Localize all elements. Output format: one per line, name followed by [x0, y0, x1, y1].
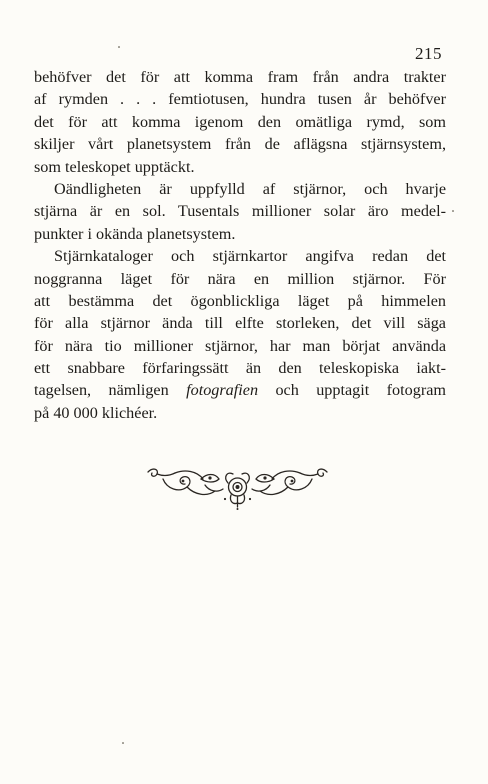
text-line: behöfver det för att komma fram från andra trakter — [34, 68, 446, 86]
text-line: stjärna är en sol. Tusentals millioner solar äro medel- — [34, 202, 446, 221]
text-line: som teleskopet upptäckt. — [34, 157, 195, 176]
ornament-vignette — [145, 465, 330, 511]
paragraph — [34, 245, 446, 424]
text-line: Oändligheten är uppfylld af stjärnor, och hvarje — [54, 179, 446, 198]
paragraph — [34, 66, 446, 178]
text-line: på 40 000 klichéer. — [34, 403, 158, 422]
paper-speck — [118, 46, 120, 48]
text-line: af rymden . . . femtiotusen, hundra tusen år behöfver — [34, 90, 446, 109]
page-number: 215 — [415, 44, 442, 63]
paper-speck — [452, 210, 454, 212]
text-line: det för att komma igenom den omätliga rymd, som — [34, 112, 446, 131]
text-line: för alla stjärnor ända till elfte storleken, det vill säga — [34, 314, 446, 333]
text-line: skiljer vårt planetsystem från de aflägsna stjärnsystem, — [34, 135, 446, 154]
text-line: att bestämma det ögonblickliga läget på himmelen — [34, 291, 446, 310]
emphasized-word: fotografien — [186, 381, 259, 400]
text-line: ett snabbare förfaringssätt än den teleskopiska iakt- — [34, 359, 446, 378]
paper-speck — [122, 742, 124, 744]
text-line: punkter i okända planetsystem. — [34, 224, 236, 243]
text-run: och upptagit fotogram — [258, 381, 446, 400]
text-line: för nära tio millioner stjärnor, har man börjat använda — [34, 336, 446, 355]
text-line: Stjärnkataloger och stjärnkartor angifva redan det — [54, 247, 446, 266]
text-line: noggranna läget för nära en million stjärnor. För — [34, 269, 446, 288]
body-text — [34, 66, 446, 424]
text-line — [34, 379, 446, 401]
paragraph — [34, 178, 446, 245]
text-run: tagelsen, nämligen — [34, 381, 187, 400]
